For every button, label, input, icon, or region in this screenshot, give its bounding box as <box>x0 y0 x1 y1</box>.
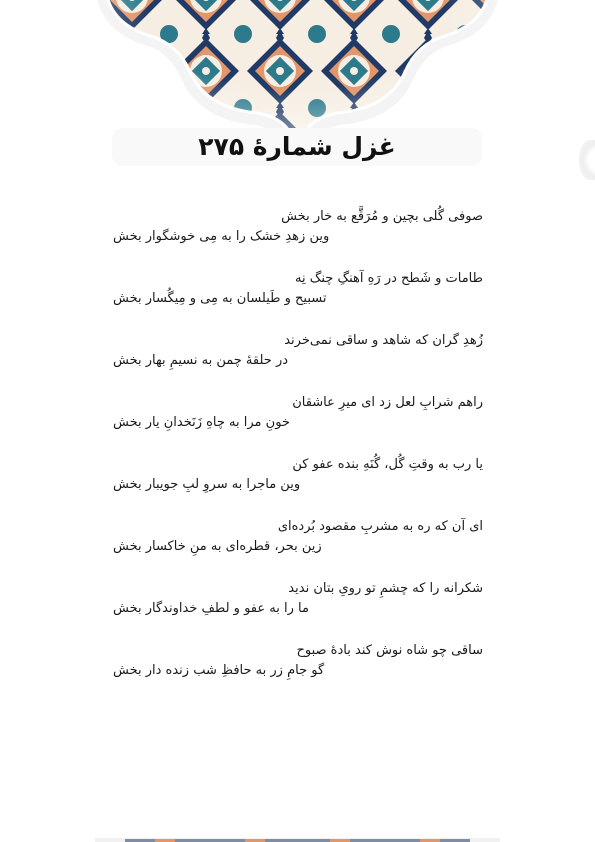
couplet <box>113 269 483 331</box>
hemistich-first: ساقی چو شاه نوش کند بادهٔ صبوح <box>296 643 483 658</box>
hemistich-second: وین زهدِ خشک را به مِی خوشگوار بخش <box>113 229 330 244</box>
hemistich-first: صوفی گُلی بچین و مُرَقَّع به خار بخش <box>281 209 483 224</box>
poem <box>113 207 483 703</box>
couplet <box>113 517 483 579</box>
page-curl-decoration <box>579 140 595 180</box>
couplet <box>113 207 483 269</box>
hemistich-first: شکرانه را که چشمِ تو رویِ بتان ندید <box>288 581 483 596</box>
hemistich-second: در حلقهٔ چمن به نسیمِ بهار بخش <box>113 353 289 368</box>
couplet <box>113 641 483 703</box>
hemistich-second: ما را به عفو و لطفِ خداوندگار بخش <box>113 601 309 616</box>
poem-title: غزل شمارهٔ ۲۷۵ <box>198 132 396 161</box>
hemistich-first: راهم شرابِ لعل زد ای میرِ عاشقان <box>292 395 483 410</box>
hemistich-first: ای آن که ره به مشربِ مقصود بُرده‌ای <box>277 519 483 534</box>
hemistich-second: زین بحر، قطره‌ای به منِ خاکسار بخش <box>113 539 322 554</box>
hemistich-second: خونِ مرا به چاهِ زَنَخدانِ یار بخش <box>113 415 290 430</box>
couplet <box>113 455 483 517</box>
hemistich-second: گو جامِ زر به حافظِ شب زنده دار بخش <box>113 663 325 678</box>
hemistich-first: زُهدِ گران که شاهد و ساقی نمی‌خرند <box>284 333 483 348</box>
hemistich-first: طامات و شَطح در رَهِ آهنگِ چنگ نِه <box>295 271 483 286</box>
couplet <box>113 393 483 455</box>
hemistich-second: تسبیح و طَیلسان به مِی و مِیگُسار بخش <box>113 291 327 306</box>
couplet <box>113 331 483 393</box>
hemistich-first: یا رب به وقتِ گُل، گُنَهِ بنده عفو کن <box>292 457 483 472</box>
tile-border-icon <box>95 836 500 842</box>
couplet <box>113 579 483 641</box>
hemistich-second: وین ماجرا به سروِ لبِ جویبار بخش <box>113 477 301 492</box>
